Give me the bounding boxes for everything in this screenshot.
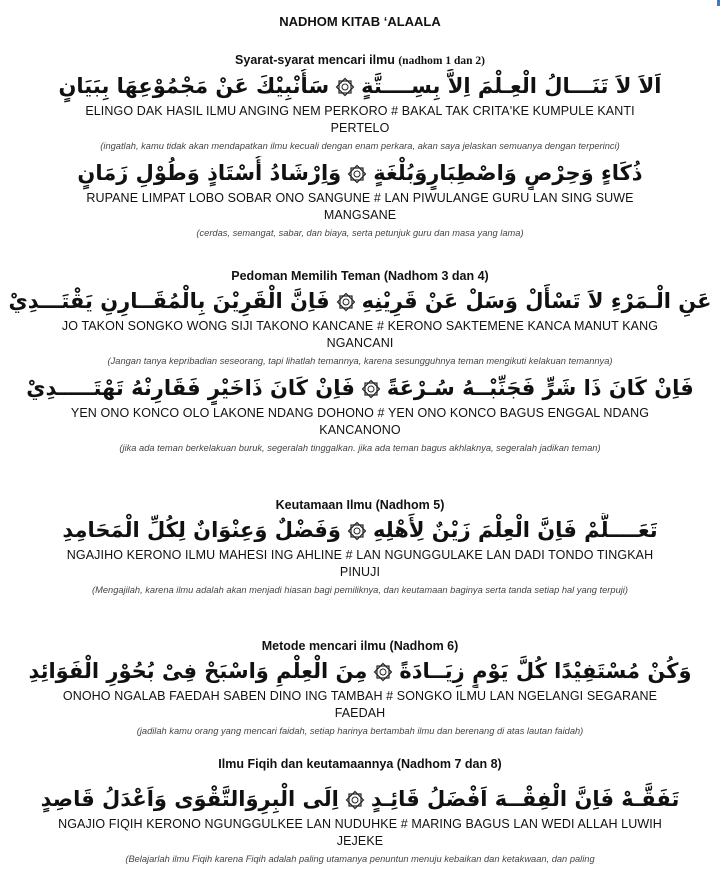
arabic-verse [0, 654, 720, 688]
arabic-hemistich-first: فَاِنْ كَانَ ذَا شَرٍّ فَجَنِّبْــهُ سُـرْعَةً [386, 376, 694, 400]
arabic-hemistich-first: ذُكَاءٍ وَحِرْصٍ وَاصْطِبَارٍوَبُلْغَةٍ [373, 161, 643, 185]
section-heading [0, 52, 720, 69]
arabic-hemistich-first: عَنِ الْـمَرْءِ لاَ تَسْأَلْ وَسَلْ عَنْ قَرِيْنِهِ [361, 289, 712, 313]
arabic-hemistich-second: فَاِنَّ الْقَرِيْنَ بِالْمُقَــارِنِ يَقْتَـــدِيْ [8, 289, 330, 313]
arabic-verse [0, 513, 720, 547]
indonesian-translation: (jadilah kamu orang yang mencari faidah, setiap harinya bertambah ilmu dan berenang di atas lautan faidah) [136, 726, 584, 736]
arabic-hemistich-second: مِنَ الْعِلْمِ وَاسْبَحْ فِىْ بُحُوْرِ الْفَوَائِدِ [28, 659, 368, 683]
section-heading-text: Pedoman Memilih Teman (Nadhom 3 dan 4) [231, 269, 489, 283]
arabic-hemistich-first: وَكُنْ مُسْتَفِيْدًا كُلَّ يَوْمٍ زِيَــادَةً [399, 659, 692, 683]
arabic-hemistich-second: اِلَى الْبِرِوَالتَّقْوَى وَاَعْدَلُ قَاصِدٍ [40, 787, 339, 811]
verse-separator-icon [336, 292, 356, 312]
section-heading [0, 638, 720, 654]
verse-separator-icon [373, 662, 393, 682]
verse-separator-icon [347, 164, 367, 184]
indonesian-translation: (cerdas, semangat, sabar, dan biaya, serta petunjuk guru dan masa yang lama) [196, 228, 524, 238]
arabic-hemistich-first: تَعَــــلَّمْ فَاِنَّ الْعِلْمَ زَيْنٌ لِأَهْلِهِ [372, 518, 658, 542]
latin-transliteration: ELINGO DAK HASIL ILMU ANGING NEM PERKORO # BAKAL TAK CRITA'KE KUMPULE KANTI PERTELO [85, 104, 635, 135]
section-heading-text: Syarat-syarat mencari ilmu [235, 53, 395, 67]
verse-separator-icon [345, 790, 365, 810]
verse-separator-icon [347, 521, 367, 541]
arabic-hemistich-second: سَأُنْبِيْكَ عَنْ مَجْمُوْعِهَا بِبَيَانٍ [58, 74, 330, 98]
latin-transliteration: YEN ONO KONCO OLO LAKONE NDANG DOHONO # YEN ONO KONCO BAGUS ENGGAL NDANG KANCANONO [70, 406, 650, 437]
section-heading [0, 497, 720, 513]
section-heading [0, 756, 720, 772]
latin-transliteration: ONOHO NGALAB FAEDAH SABEN DINO ING TAMBAH # SONGKO ILMU LAN NGELANGI SEGARANE FAEDAH [62, 689, 658, 720]
arabic-hemistich-first: اَلاَ لاَ تَنَـــالُ الْعِـلْمَ اِلاَّ بِسِــــتَّةٍ [361, 74, 662, 98]
arabic-verse [0, 156, 720, 190]
document-title: NADHOM KITAB ‘ALAALA [279, 14, 441, 29]
arabic-hemistich-second: فَاِنْ كَانَ ذَاخَيْرٍ فَقَارِنْهُ تَهْتَـــــدِيْ [26, 376, 355, 400]
section-heading-text: Ilmu Fiqih dan keutamaannya (Nadhom 7 dan 8) [218, 757, 502, 771]
arabic-verse [0, 69, 720, 103]
arabic-verse [0, 284, 720, 318]
latin-transliteration: JO TAKON SONGKO WONG SIJI TAKONO KANCANE # KERONO SAKTEMENE KANCA MANUT KANG NGANCANI [61, 319, 659, 350]
section-syarat [0, 52, 720, 241]
arabic-hemistich-second: وَاِرْشَادُ أُسْتَاذٍ وَطُوْلِ زَمَانٍ [77, 161, 342, 185]
section-keutamaan-ilmu [0, 497, 720, 598]
section-heading [0, 268, 720, 284]
arabic-verse [0, 371, 720, 405]
section-pedoman [0, 268, 720, 456]
section-heading-text: Metode mencari ilmu (Nadhom 6) [261, 639, 459, 653]
verse-separator-icon [335, 77, 355, 97]
section-heading-text: Keutamaan Ilmu (Nadhom 5) [275, 498, 445, 512]
indonesian-translation: (Belajarlah ilmu Fiqih karena Fiqih adalah paling utamanya penuntun menuju kebaikan dan ketakwaan, dan paling [125, 854, 595, 864]
arabic-verse [0, 782, 720, 816]
section-ilmu-fiqih [0, 756, 720, 867]
indonesian-translation: (ingatlah, kamu tidak akan mendapatkan ilmu kecuali dengan enam perkara, akan saya jelaskan semuanya dengan terperinci) [100, 141, 620, 151]
latin-transliteration: RUPANE LIMPAT LOBO SOBAR ONO SANGUNE # LAN PIWULANGE GURU LAN SING SUWE MANGSANE [86, 191, 634, 222]
indonesian-translation: (Mengajilah, karena ilmu adalah akan menjadi hiasan bagi pemiliknya, dan keutamaan baginya serta tanda setiap hal yang terpuji) [92, 585, 628, 595]
indonesian-translation: (Jangan tanya kepribadian seseorang, tapi lihatlah temannya, karena sesungguhnya teman mengikuti kelakuan temannya) [107, 356, 613, 366]
verse-separator-icon [361, 379, 381, 399]
arabic-hemistich-second: وَفَضْلٌ وَعِنْوَانٌ لِكُلِّ الْمَحَامِدِ [62, 518, 341, 542]
latin-transliteration: NGAJIHO KERONO ILMU MAHESI ING AHLINE # LAN NGUNGGULAKE LAN DADI TONDO TINGKAH PINUJI [66, 548, 654, 579]
section-metode [0, 638, 720, 739]
latin-transliteration: NGAJIO FIQIH KERONO NGUNGGULKEE LAN NUDUHKE # MARING BAGUS LAN WEDI ALLAH LUWIH JEJEKE [58, 817, 662, 848]
arabic-hemistich-first: تَفَقَّـهْ فَاِنَّ الْفِقْــهَ اَفْضَلُ قَائِـدٍ [370, 787, 680, 811]
section-heading-sub: (nadhom 1 dan 2) [398, 55, 485, 67]
indonesian-translation: (jika ada teman berkelakuan buruk, segeralah tinggalkan. jika ada teman bagus akhlaknya, segeralah jadikan teman) [119, 443, 601, 453]
